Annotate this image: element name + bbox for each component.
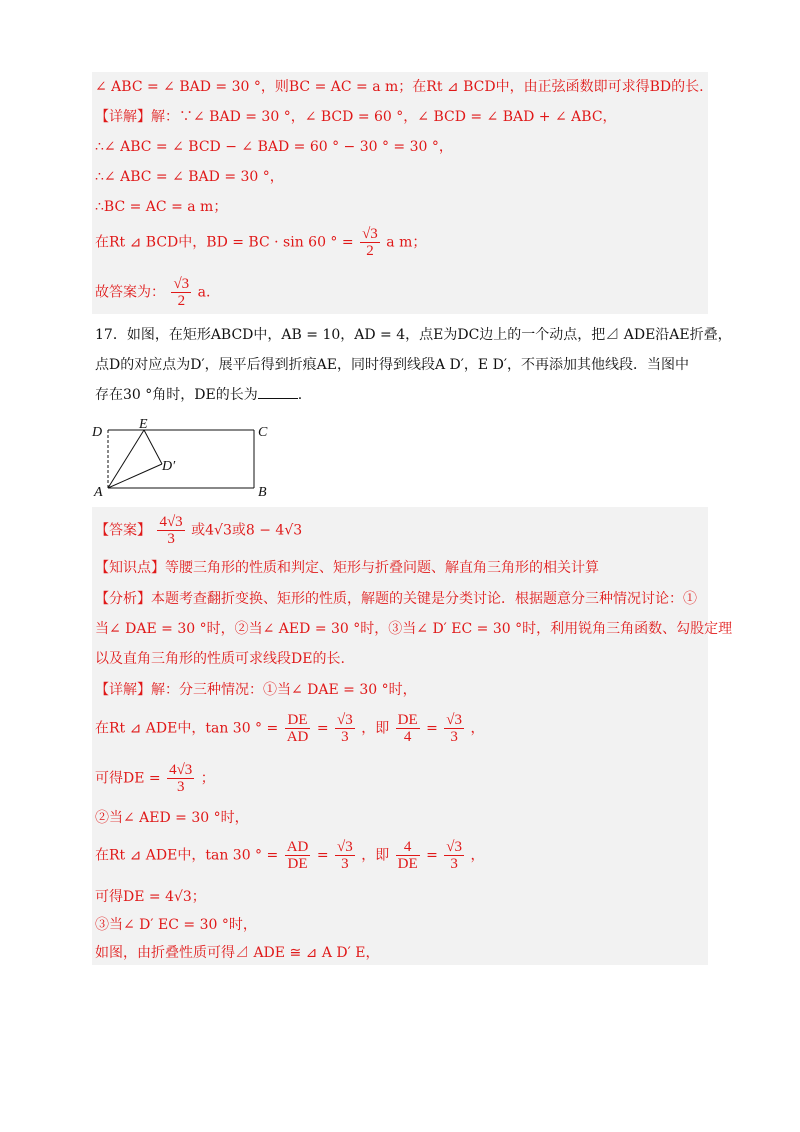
detail-line-1: 【详解】解：分三种情况：①当∠ DAE = 30 °时， [95, 682, 417, 698]
fraction-numerator: AD [286, 839, 309, 855]
label-D-prime: D′ [162, 459, 176, 474]
detail-line-8: 如图，由折叠性质可得⊿ ADE ≅ ⊿ A D′ E， [95, 945, 380, 961]
detail-line-7: ③当∠ D′ EC = 30 °时， [95, 917, 257, 933]
equals-sign: = [426, 847, 438, 864]
detail-line-3 [95, 762, 215, 795]
analysis-line-2: 当∠ DAE = 30 °时，②当∠ AED = 30 °时，③当∠ D′ EC = 30 °时，利用锐角三角函数、勾股定理 [95, 621, 733, 637]
fraction [285, 839, 311, 872]
fraction-denominator: 2 [366, 243, 374, 259]
fraction-numerator: √3 [446, 839, 463, 855]
knowledge-points-line: 【知识点】等腰三角形的性质和判定、矩形与折叠问题、解直角三角形的相关计算 [95, 560, 599, 576]
text-line-4: ∴∠ ABC = ∠ BAD = 30 °， [95, 169, 284, 185]
line7-prefix: 故答案为： [95, 284, 165, 301]
fraction [171, 276, 191, 309]
fraction-denominator: 2 [177, 293, 186, 309]
label-E: E [139, 418, 148, 432]
analysis-line-1: 【分析】本题考查翻折变换、矩形的性质，解题的关键是分类讨论．根据题意分三种情况讨论：① [95, 591, 697, 607]
detail-line-2-suffix: ， [470, 720, 485, 737]
fraction [157, 514, 184, 547]
question-line-3 [95, 386, 302, 404]
fraction [285, 712, 311, 745]
equals-sign: = [316, 720, 329, 737]
fraction [444, 712, 464, 745]
detail-line-5-mid: ，即 [361, 847, 390, 864]
fraction-numerator: √3 [337, 839, 353, 855]
label-A: A [94, 485, 103, 498]
text-line-2: 【详解】解：∵∠ BAD = 30 °，∠ BCD = 60 °，∠ BCD = ∠ BAD + ∠ ABC， [95, 109, 617, 125]
detail-line-2 [95, 712, 484, 745]
detail-line-2-prefix: 在Rt ⊿ ADE中，tan 30 ° = [95, 720, 279, 737]
detail-line-5-prefix: 在Rt ⊿ ADE中，tan 30 ° = [95, 847, 279, 864]
fraction-denominator: DE [397, 856, 418, 872]
detail-line-3-suffix: ； [200, 770, 215, 787]
fraction-numerator: 4 [396, 839, 420, 856]
fraction [335, 839, 355, 872]
label-C: C [258, 425, 268, 440]
fraction-numerator: √3 [446, 712, 463, 728]
detail-line-4: ②当∠ AED = 30 °时， [95, 810, 249, 826]
answer-blank [258, 386, 298, 399]
text-line-7 [95, 276, 210, 309]
detail-line-5 [95, 839, 484, 872]
label-D: D [92, 425, 103, 440]
fraction-numerator: √3 [173, 276, 190, 292]
detail-line-3-prefix: 可得DE = [95, 770, 161, 787]
analysis-line-3: 以及直角三角形的性质可求线段DE的长. [95, 651, 345, 667]
detail-line-2-mid: ，即 [361, 720, 390, 737]
fraction-denominator: 3 [167, 531, 175, 547]
fraction-numerator: 4√3 [159, 514, 183, 530]
fraction [167, 762, 194, 795]
fraction [360, 226, 380, 259]
line7-suffix: a. [197, 284, 211, 301]
fraction-denominator: 3 [341, 729, 349, 745]
fraction-numerator: DE [397, 712, 418, 728]
answer-line [95, 514, 302, 547]
fraction-numerator: √3 [362, 226, 378, 242]
equals-sign: = [316, 847, 329, 864]
question-line-3-prefix: 存在30 °角时，DE的长为 [95, 387, 258, 403]
detail-line-6: 可得DE = 4√3； [95, 889, 206, 905]
fraction-denominator: 3 [176, 779, 185, 795]
text-line-6 [95, 226, 426, 259]
fraction [396, 712, 420, 745]
fraction [335, 712, 355, 745]
fold-AE [108, 430, 144, 488]
fraction-denominator: 4 [403, 729, 412, 745]
fraction-denominator: 3 [341, 856, 349, 872]
answer-label: 【答案】 [95, 522, 151, 539]
segment-ED-prime [144, 430, 162, 464]
text-line-3: ∴∠ ABC = ∠ BCD − ∠ BAD = 60 ° − 30 ° = 30 °， [95, 139, 453, 155]
fraction-denominator: 3 [450, 729, 458, 745]
fraction-numerator: DE [285, 712, 311, 729]
detail-line-5-suffix: ， [470, 847, 485, 864]
fraction [396, 839, 420, 872]
answer-rest: 或4√3或8 − 4√3 [191, 522, 303, 539]
rectangle-fold-figure [90, 418, 290, 498]
label-B: B [258, 485, 267, 498]
line6-prefix: 在Rt ⊿ BCD中，BD = BC · sin 60 ° = [95, 234, 354, 251]
text-line-5: ∴BC = AC = a m； [95, 199, 228, 215]
question-line-2: 点D的对应点为D′，展平后得到折痕AE，同时得到线段A D′，E D′，不再添加其他线段．当图中 [95, 357, 689, 373]
fraction-denominator: DE [287, 856, 308, 872]
fraction-denominator: 3 [450, 856, 458, 872]
line6-suffix: a m； [386, 234, 427, 251]
fraction [444, 839, 464, 872]
fraction-numerator: 4√3 [169, 762, 193, 778]
segment-AD-prime [108, 464, 162, 488]
fraction-denominator: AD [286, 729, 309, 745]
fraction-numerator: √3 [337, 712, 353, 728]
question-line-3-suffix: . [297, 387, 303, 403]
equals-sign: = [426, 720, 438, 737]
text-line-1: ∠ ABC = ∠ BAD = 30 °，则BC = AC = a m；在Rt ⊿ BCD中，由正弦函数即可求得BD的长. [95, 79, 704, 95]
question-line-1: 17．如图，在矩形ABCD中，AB = 10，AD = 4，点E为DC边上的一个动点，把⊿ ADE沿AE折叠， [95, 327, 732, 343]
